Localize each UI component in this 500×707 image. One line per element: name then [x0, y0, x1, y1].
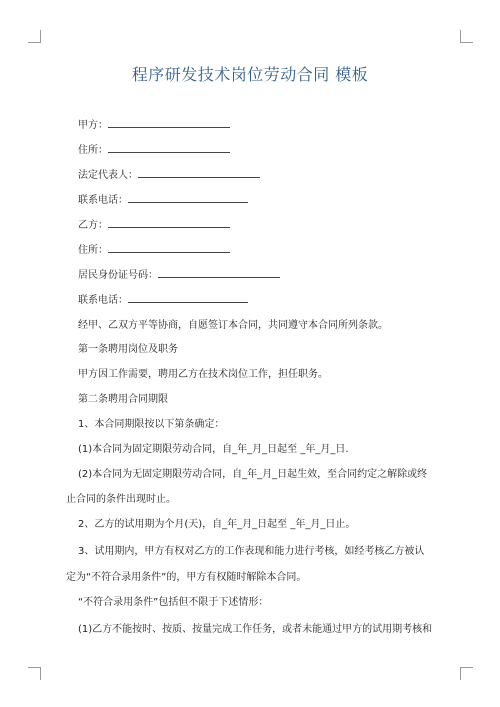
paragraph: (1)本合同为固定期限劳动合同，自_年_月_日起至 _年_月_日. [78, 444, 349, 455]
paragraph: 甲方因工作需要，聘用乙方在技术岗位工作，担任职务。 [78, 369, 328, 380]
fill-in-blank[interactable] [128, 192, 248, 203]
paragraph-continuation: 定为“不符合录用条件”的，甲方有权随时解除本合同。 [66, 572, 307, 583]
document-title: 程序研发技术岗位劳动合同 模板 [131, 65, 369, 84]
fill-in-blank[interactable] [138, 167, 260, 178]
field-label: 甲方： [78, 120, 108, 131]
fill-in-blank[interactable] [158, 267, 280, 278]
section-heading: 第二条聘用合同期限 [78, 394, 168, 405]
field-label: 联系电话： [78, 295, 128, 306]
field-label: 乙方： [78, 220, 108, 231]
corner-mark-top-left [28, 30, 41, 43]
field-label: 联系电话： [78, 195, 128, 206]
field-phone-b [78, 292, 248, 308]
field-address-b [78, 242, 230, 258]
fill-in-blank[interactable] [108, 142, 230, 153]
fill-in-blank[interactable] [108, 217, 230, 228]
corner-mark-bottom-left [28, 667, 41, 680]
paragraph: 2、乙方的试用期为个月(天)，自_年_月_日起至 _年_月_日止。 [78, 519, 356, 530]
paragraph: 经甲、乙双方平等协商，自愿签订本合同，共同遵守本合同所列条款。 [78, 320, 388, 331]
section-heading: 第一条聘用岗位及职务 [78, 344, 178, 355]
paragraph: “不符合录用条件”包括但不限于下述情形： [78, 597, 269, 608]
fill-in-blank[interactable] [108, 117, 230, 128]
corner-mark-top-right [460, 30, 473, 43]
field-label: 住所： [78, 245, 108, 256]
field-id-number [78, 267, 280, 283]
paragraph: (1)乙方不能按时、按质、按量完成工作任务，或者未能通过甲方的试用期考核和 [78, 624, 433, 635]
paragraph: 1、本合同期限按以下第条确定： [78, 419, 225, 430]
field-label: 住所： [78, 145, 108, 156]
field-party-b [78, 217, 230, 233]
paragraph: (2)本合同为无固定期限劳动合同，自_年_月_日起生效，至合同约定之解除或终 [78, 469, 428, 480]
field-party-a [78, 117, 230, 133]
fill-in-blank[interactable] [128, 292, 248, 303]
paragraph-continuation: 止合同的条件出现时止。 [66, 494, 176, 505]
fill-in-blank[interactable] [108, 242, 230, 253]
field-label: 居民身份证号码： [78, 270, 158, 281]
field-phone-a [78, 192, 248, 208]
corner-mark-bottom-right [460, 667, 473, 680]
paragraph: 3、试用期内，甲方有权对乙方的工作表现和能力进行考核，如经考核乙方被认 [78, 546, 425, 557]
field-label: 法定代表人： [78, 170, 138, 181]
field-legal-representative [78, 167, 260, 183]
field-address-a [78, 142, 230, 158]
